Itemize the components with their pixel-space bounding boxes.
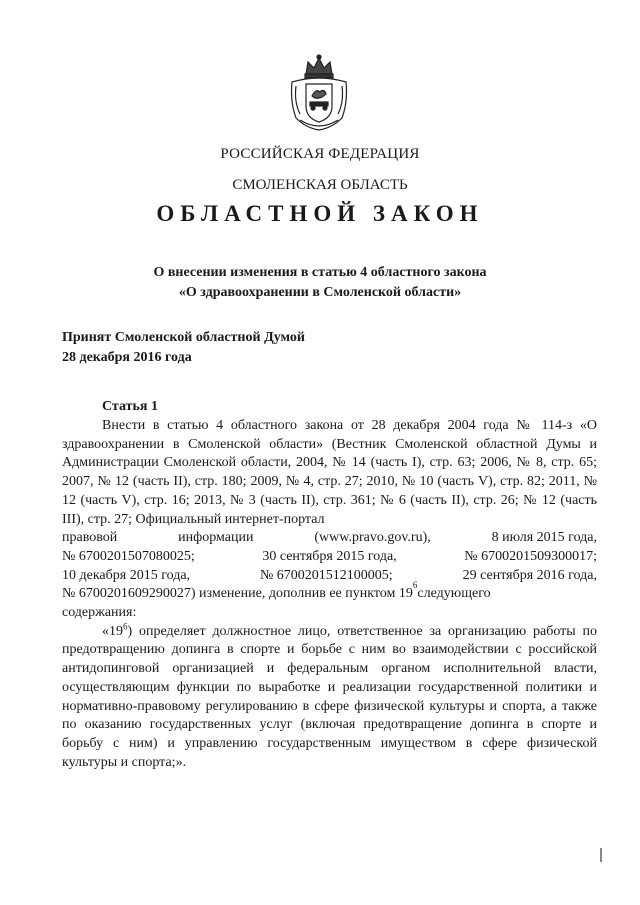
text-fragment: № 6700201509300017; [464, 548, 597, 564]
law-title-line: «О здравоохранении в Смоленской области» [178, 285, 462, 300]
superscript: 6 [123, 621, 128, 632]
paragraph-text: Внести в статью 4 областного закона от 28 декабря 2004 года № 114-з «О здравоохранении в Смоленской области» (Вестник Смоленской областной Думы и Администрации Смоленской области, 2004, № 14 (часть I), стр. 63; 2006, № 8, стр. 65; 2007, № 12 (часть II), стр. 180; 2009, № 4, стр. 27; 2010, № 10 (часть V), стр. 82; 2011, № 12 (часть V), стр. 16; 2013, № 3 (часть II), стр. 361; № 6 (часть II), стр. 26; № 12 (часть III), стр. 27; Официальный интернет-портал [62, 418, 597, 527]
article-paragraph [62, 417, 597, 529]
amendment-paragraph [62, 623, 597, 773]
paragraph-text: ) определяет должностное лицо, ответственное за организацию работы по предотвращению допинга в спорте и борьбе с ним во взаимодействии с российской антидопинговой организацией и федеральным органом исполнительной власти, осуществляющим функции по выработке и реализации государственной политики и нормативно-правовому регулированию в сфере физической культуры и спорта, а также по оказанию государственных услуг (включая предотвращение допинга в спорте и борьбу с ним) и управлению государственным имуществом в сфере физической культуры и спорта;». [62, 623, 597, 770]
paragraph-text: «19 [102, 623, 123, 639]
text-line: содержания: [62, 605, 137, 621]
text-fragment: 8 июля 2015 года, [491, 530, 597, 546]
text-fragment: информации [178, 530, 254, 546]
text-fragment: № 6700201507080025; [62, 548, 195, 564]
adoption-body: Принят Смоленской областной Думой [62, 330, 305, 345]
text-fragment: 29 сентября 2016 года, [462, 567, 597, 583]
text-fragment: правовой [62, 530, 118, 546]
text-fragment: 10 декабря 2015 года, [62, 567, 191, 583]
text-line [62, 529, 597, 548]
text-line [62, 580, 597, 604]
law-title [0, 263, 640, 303]
article-heading: Статья 1 [102, 399, 158, 414]
text-line [62, 548, 597, 567]
text-fragment: следующего [417, 586, 491, 602]
document-type-heading: ОБЛАСТНОЙ ЗАКОН [156, 201, 484, 226]
country-heading: РОССИЙСКАЯ ФЕДЕРАЦИЯ [220, 146, 420, 162]
scan-mark [600, 848, 602, 862]
superscript: 6 [412, 580, 418, 591]
text-fragment: 30 сентября 2015 года, [262, 548, 397, 564]
law-title-line: О внесении изменения в статью 4 областного закона [153, 265, 487, 280]
text-fragment: № 6700201609290027) изменение, дополнив ее пунктом 19 [62, 586, 413, 602]
region-heading: СМОЛЕНСКАЯ ОБЛАСТЬ [232, 177, 408, 193]
adoption-date: 28 декабря 2016 года [62, 350, 192, 365]
adoption-info [62, 328, 305, 368]
text-line [62, 567, 597, 586]
text-fragment: № 6700201512100005; [259, 567, 393, 583]
coat-of-arms-emblem [286, 52, 352, 132]
text-fragment: (www.pravo.gov.ru), [314, 530, 431, 546]
article-body [62, 417, 597, 772]
